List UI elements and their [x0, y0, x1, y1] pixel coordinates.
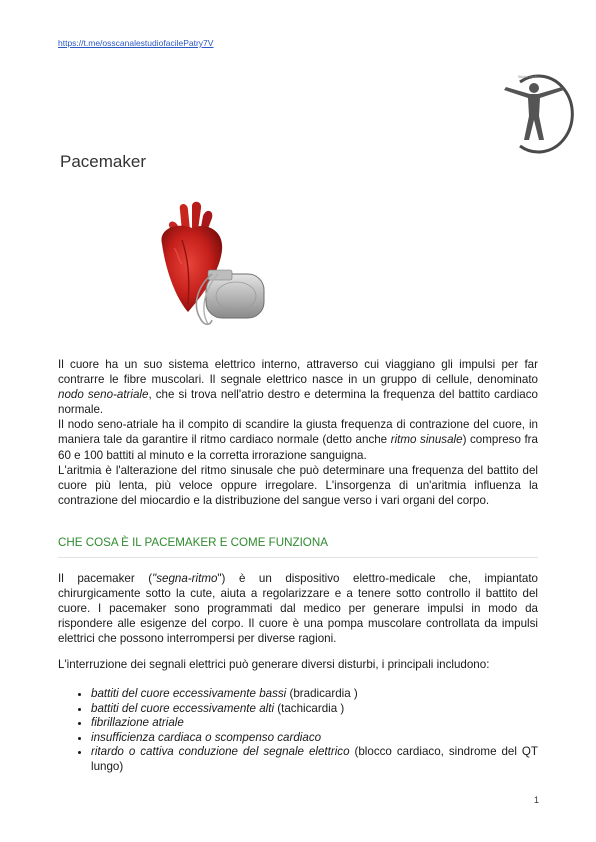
page-title: Pacemaker — [60, 152, 146, 171]
section-heading: CHE COSA È IL PACEMAKER E COME FUNZIONA — [58, 536, 538, 558]
list-item: • fibrillazione atriale — [91, 716, 538, 731]
intro-text: Il cuore ha un suo sistema elettrico interno, attraverso cui viaggiano gli impulsi per far contrarre le fibre muscolari. Il segnale elettrico nasce in un gruppo di cellule, denominato nodo seno-atriale, che si trova nell'atrio destro e determina la frequenza del battito cardiaco normale. Il nodo seno-atriale ha il compito di scandire la giusta frequenza di contrazione del cuore, in maniera tale da garantire il ritmo cardiaco normale (detto anche ritmo sinusale) compreso fra 60 e 100 battiti al minuto e la corretta irrorazione sanguigna. L'aritmia è l'alterazione del ritmo sinusale che può determinare una frequenza del battito del cuore più lenta, più veloce oppure irregolare. L'insorgenza di un'aritmia influenza la contrazione del miocardio e la distribuzione del sangue verso i vari organi del corpo. — [58, 358, 538, 507]
disorders-intro: L'interruzione dei segnali elettrici può generare diversi disturbi, i principali includono: — [58, 658, 490, 671]
disorders-list — [58, 687, 538, 774]
page-number: 1 — [534, 795, 540, 805]
heart-pacemaker-image — [148, 200, 278, 332]
studio-logo — [498, 68, 574, 154]
list-item: • battiti del cuore eccessivamente alti (tachicardia ) — [91, 702, 538, 717]
telegram-link[interactable]: https://t.me/osscanalestudiofacilePatry7V — [58, 38, 214, 48]
list-item: • ritardo o cattiva conduzione del segnale elettrico (blocco cardiaco, sindrome del QT lungo) — [91, 745, 538, 774]
list-item: • insufficienza cardiaca o scompenso cardiaco — [91, 731, 538, 746]
svg-text:Studio Facile: Studio Facile — [518, 75, 539, 79]
pacemaker-description: Il pacemaker ("segna-ritmo") è un dispositivo elettro-medicale che, impiantato chirurgicamente sotto la cute, aiuta a regolarizzare e a tenere sotto controllo il battito del cuore. I pacemaker sono programmati dal medico per generare impulsi in modo da rispondere alle esigenze del corpo. Il cuore è una pompa muscolare controllata da impulsi elettrici che possono interrompersi per diverse ragioni. — [58, 572, 538, 646]
list-item: • battiti del cuore eccessivamente bassi (bradicardia ) — [91, 687, 538, 702]
